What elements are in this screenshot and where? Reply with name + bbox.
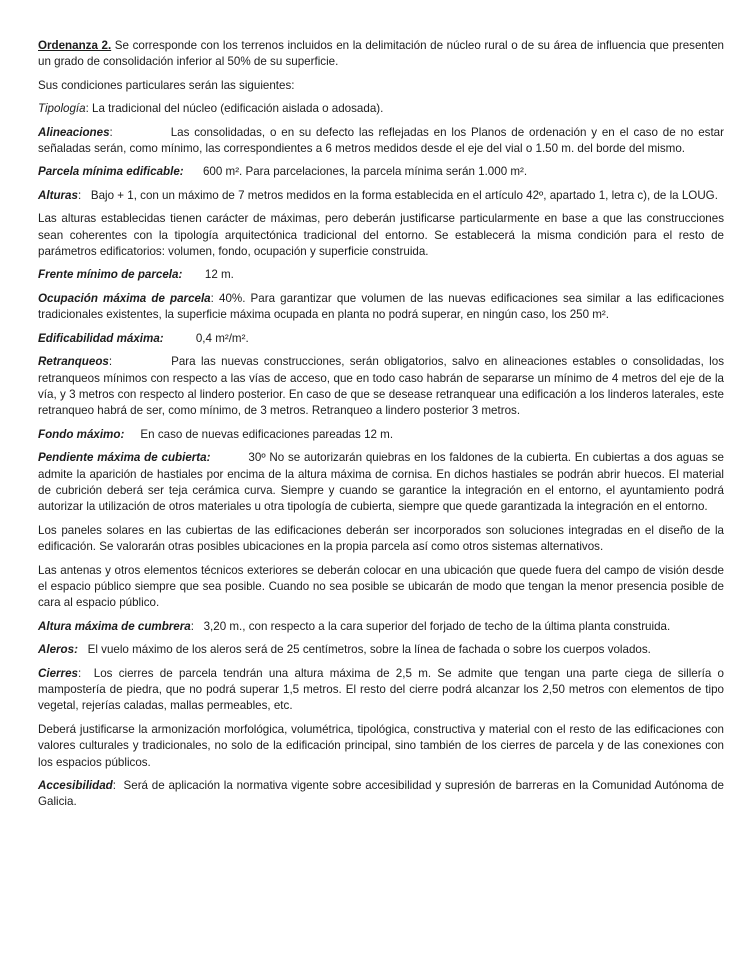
paragraph-text: : Los cierres de parcela tendrán una altura máxima de 2,5 m. Se admite que tengan una parte ciega de sillería o mampostería de piedra, que no podrá superar 1,5 metros. El resto del cierre podrá alcanzar los 2,50 metros con elementos de tipo vegetal, rejerías caladas, mallas permeables, etc. xyxy=(38,666,728,713)
paragraph-text: Deberá justificarse la armonización morfológica, volumétrica, tipológica, constructiva y material con el resto de las edificaciones con valores culturales y tradicionales, no solo de la edificación principal, sino también de los cierres de parcela y de las conexiones con los espacios públicos. xyxy=(38,722,728,769)
paragraph xyxy=(38,38,728,71)
paragraph-text: Se corresponde con los terrenos incluidos en la delimitación de núcleo rural o de su área de influencia que presenten un grado de consolidación inferior al 50% de su superficie. xyxy=(38,39,728,69)
paragraph-text: Las alturas establecidas tienen carácter de máximas, pero deberán justificarse particularmente en base a que las construcciones sean coherentes con la tipología arquitectónica tradicional del entorno. Se establecerá la misma condición para el resto de parámetros edificatorios: volumen, fondo, ocupación y superficie construida. xyxy=(38,212,728,259)
paragraph-text: : Será de aplicación la normativa vigente sobre accesibilidad y supresión de barreras en la Comunidad Autónoma de Galicia. xyxy=(38,779,728,809)
paragraph xyxy=(38,619,724,635)
paragraph-text: Los paneles solares en las cubiertas de las edificaciones deberán ser incorporados son soluciones integradas en el diseño de la edificación. Se valorarán otras posibles ubicaciones en la propia parcela así como otros sistemas alternativos. xyxy=(38,523,728,554)
paragraph-term: Tipología xyxy=(38,102,86,116)
paragraph-text: 0,4 m²/m². xyxy=(163,331,249,345)
paragraph-text: 30º No se autorizarán quiebras en los faldones de la cubierta. En cubiertas a dos aguas se admite la aparición de hastiales por encima de la altura máxima de cornisa. En dichos hastiales se podrán abrir huecos. El material de cubrición deberá ser teja cerámica curva. Siempre y cuando se garantice la integración en el entorno, el ayuntamiento podrá autorizar la utilización de otros materiales u otra tipología de cubierta, siempre que quede garantizada la integración en el entorno. xyxy=(38,451,728,514)
paragraph xyxy=(38,642,724,658)
paragraph-term: Ordenanza 2. xyxy=(38,39,112,52)
paragraph-text: : Las consolidadas, o en su defecto las reflejadas en los Planos de ordenación y en el caso de no estar señaladas serán, como mínimo, las correspondientes a 6 metros medidos desde el eje del vial o 1.50 m. del borde del mismo. xyxy=(38,125,728,156)
paragraph-text: : 3,20 m., con respecto a la cara superior del forjado de techo de la última planta construida. xyxy=(190,619,671,633)
paragraph xyxy=(38,188,724,204)
paragraph-text: Sus condiciones particulares serán las siguientes: xyxy=(38,78,295,92)
paragraph xyxy=(38,331,724,347)
paragraph xyxy=(38,778,728,811)
paragraph-text: : Para las nuevas construcciones, serán obligatorios, salvo en alineaciones estables o consolidadas, los retranqueos mínimos con respecto a las vías de acceso, que en todo caso habrán de separarse un mínimo de 4 metros del eje de la vía, y 3 metros con respecto al lindero posterior. En caso de que se desease retranquear una edificación a los linderos laterales, este retranqueo habrá de ser, como mínimo, de 3 metros. Retranqueo a lindero posterior 3 metros. xyxy=(38,355,728,418)
paragraph-term: Ocupación máxima de parcela xyxy=(38,291,211,305)
paragraph-term: Retranqueos xyxy=(38,355,109,369)
paragraph-term: Accesibilidad xyxy=(38,779,113,793)
paragraph xyxy=(38,291,728,324)
paragraph xyxy=(38,450,728,516)
paragraph xyxy=(38,164,724,180)
paragraph-text: : 40%. Para garantizar que volumen de las nuevas edificaciones sea similar a las edificaciones tradicionales existentes, la superficie máxima ocupada en planta no podrá superar, en ningún caso, los 250 m². xyxy=(38,291,728,322)
paragraph xyxy=(38,722,728,771)
paragraph-term: Cierres xyxy=(38,666,78,680)
paragraph-term: Frente mínimo de parcela: xyxy=(38,268,183,282)
paragraph xyxy=(38,78,724,94)
paragraph-term: Alturas xyxy=(38,188,78,202)
paragraph-text: 12 m. xyxy=(182,268,234,282)
paragraph xyxy=(38,523,728,556)
paragraph xyxy=(38,563,728,612)
paragraph xyxy=(38,666,728,715)
paragraph xyxy=(38,427,724,443)
paragraph-term: Fondo máximo: xyxy=(38,427,125,441)
paragraph-term: Alineaciones xyxy=(38,125,110,139)
paragraph xyxy=(38,211,728,260)
paragraph xyxy=(38,125,728,158)
paragraph-term: Altura máxima de cumbrera xyxy=(38,619,191,633)
paragraph xyxy=(38,267,724,283)
paragraph-term: Edificabilidad máxima: xyxy=(38,331,164,345)
paragraph xyxy=(38,354,728,420)
paragraph-text: : La tradicional del núcleo (edificación aislada o adosada). xyxy=(85,102,384,116)
paragraph-text: En caso de nuevas edificaciones pareadas 12 m. xyxy=(124,427,394,441)
paragraph-text: 600 m². Para parcelaciones, la parcela mínima serán 1.000 m². xyxy=(183,165,528,179)
paragraph xyxy=(38,101,724,117)
paragraph-text: : Bajo + 1, con un máximo de 7 metros medidos en la forma establecida en el artículo 42º, apartado 1, letra c), de la LOUG. xyxy=(77,188,718,202)
paragraph-text: El vuelo máximo de los aleros será de 25 centímetros, sobre la línea de fachada o sobre los cuerpos volados. xyxy=(77,643,651,657)
paragraph-text: Las antenas y otros elementos técnicos exteriores se deberán colocar en una ubicación que quede fuera del campo de visión desde el espacio público siempre que sea posible. Cuando no sea posible se ubicarán de modo que tengan la menor presencia posible de cara al espacio público. xyxy=(38,563,728,610)
paragraph-term: Aleros: xyxy=(38,643,78,657)
paragraph-term: Pendiente máxima de cubierta: xyxy=(38,451,211,465)
paragraph-term: Parcela mínima edificable: xyxy=(38,165,184,179)
